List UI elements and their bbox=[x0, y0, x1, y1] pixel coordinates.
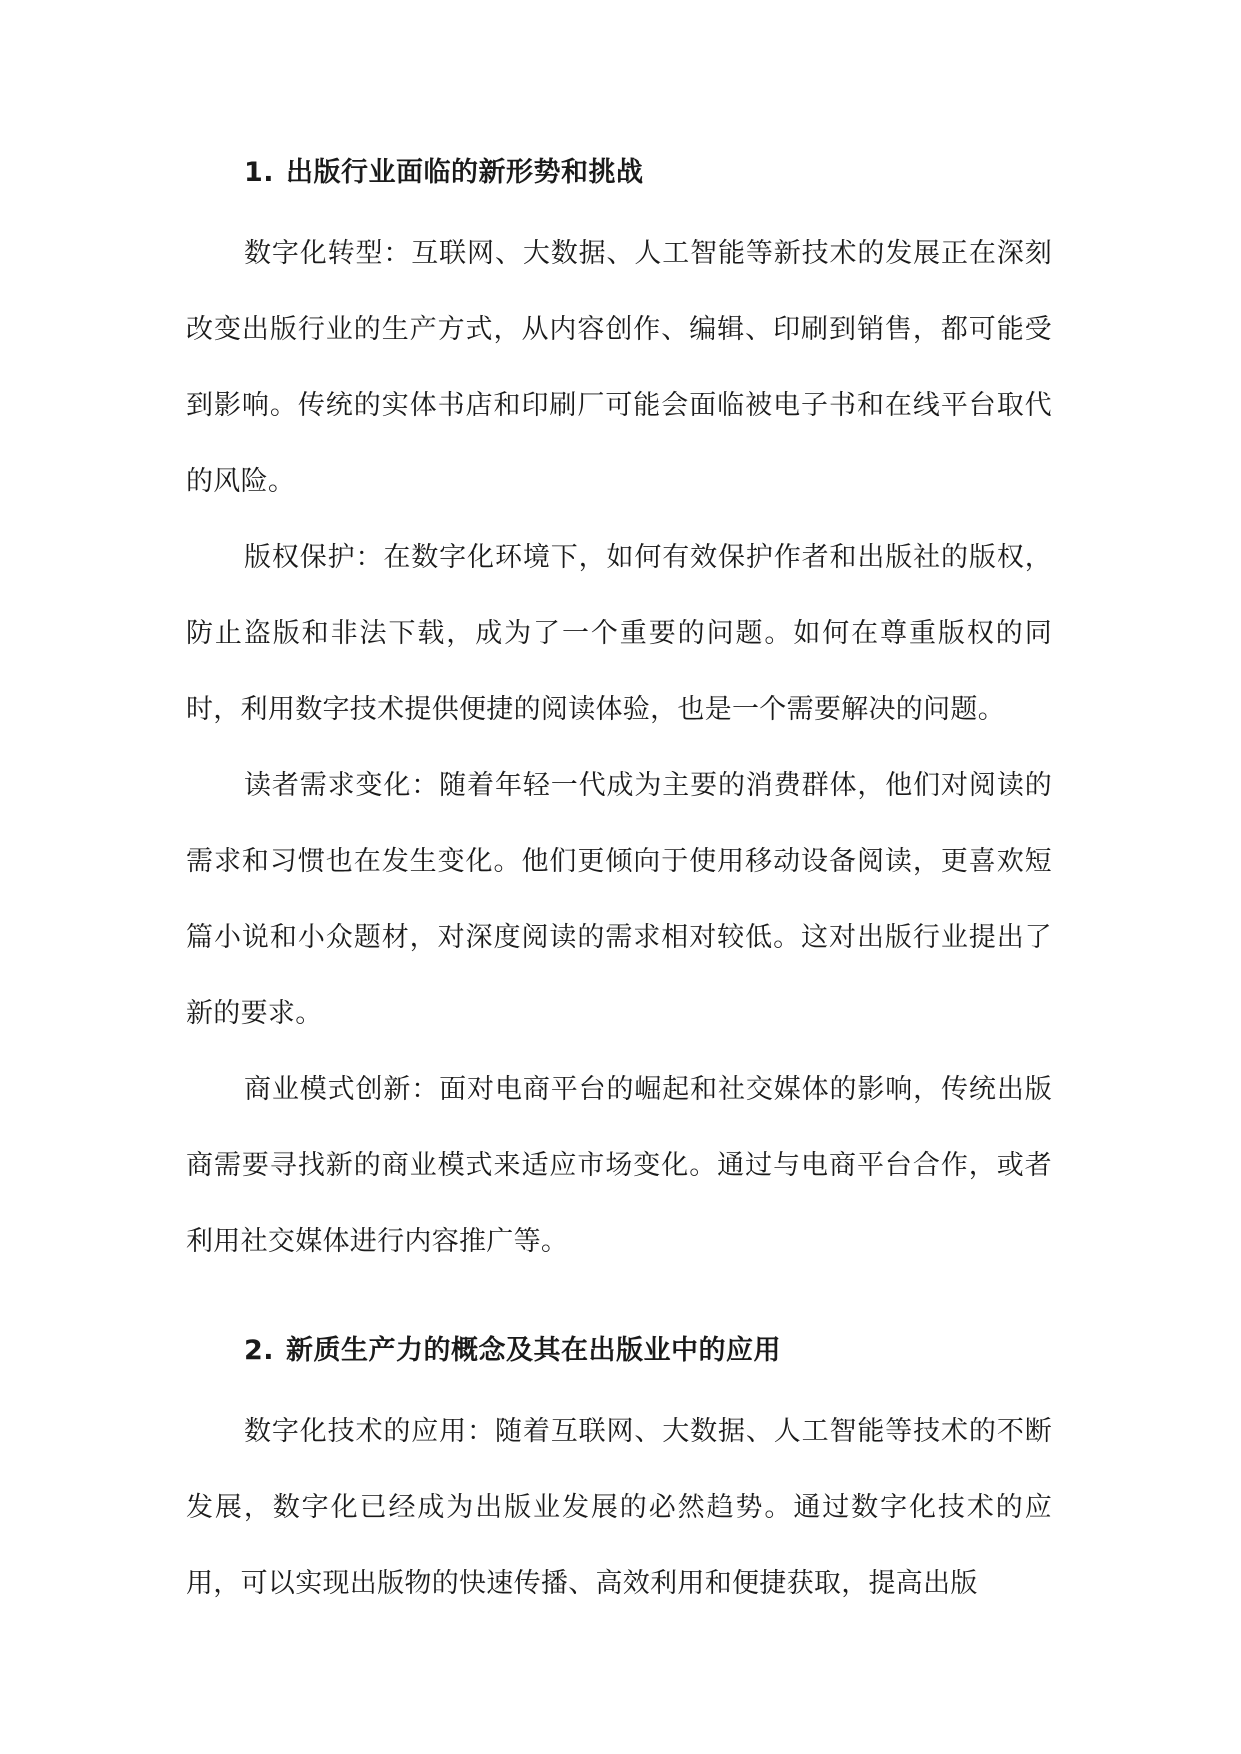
paragraph-business-model: 商业模式创新：面对电商平台的崛起和社交媒体的影响，传统出版商需要寻找新的商业模式来适应市场变化。通过与电商平台合作，或者利用社交媒体进行内容推广等。 bbox=[186, 1074, 1052, 1257]
section-heading-2 bbox=[186, 1326, 1052, 1376]
section-number: 1. bbox=[244, 157, 275, 188]
section-title: 出版行业面临的新形势和挑战 bbox=[286, 157, 644, 188]
section-number: 2. bbox=[244, 1335, 275, 1366]
section-title: 新质生产力的概念及其在出版业中的应用 bbox=[286, 1335, 782, 1366]
paragraph-copyright-protection: 版权保护：在数字化环境下，如何有效保护作者和出版社的版权，防止盗版和非法下载，成为了一个重要的问题。如何在尊重版权的同时，利用数字技术提供便捷的阅读体验，也是一个需要解决的问题。 bbox=[186, 542, 1052, 725]
paragraph-reader-demand: 读者需求变化：随着年轻一代成为主要的消费群体，他们对阅读的需求和习惯也在发生变化。他们更倾向于使用移动设备阅读，更喜欢短篇小说和小众题材，对深度阅读的需求相对较低。这对出版行业提出了新的要求。 bbox=[186, 770, 1052, 1029]
paragraph-digital-transformation: 数字化转型：互联网、大数据、人工智能等新技术的发展正在深刻改变出版行业的生产方式，从内容创作、编辑、印刷到销售，都可能受到影响。传统的实体书店和印刷厂可能会面临被电子书和在线平台取代的风险。 bbox=[186, 238, 1052, 497]
paragraph-digital-technology: 数字化技术的应用：随着互联网、大数据、人工智能等技术的不断发展，数字化已经成为出版业发展的必然趋势。通过数字化技术的应用，可以实现出版物的快速传播、高效利用和便捷获取，提高出版 bbox=[186, 1416, 1052, 1599]
section-spacer bbox=[186, 1280, 1052, 1326]
section-heading-1 bbox=[186, 148, 1052, 198]
document-body bbox=[186, 148, 1052, 1622]
